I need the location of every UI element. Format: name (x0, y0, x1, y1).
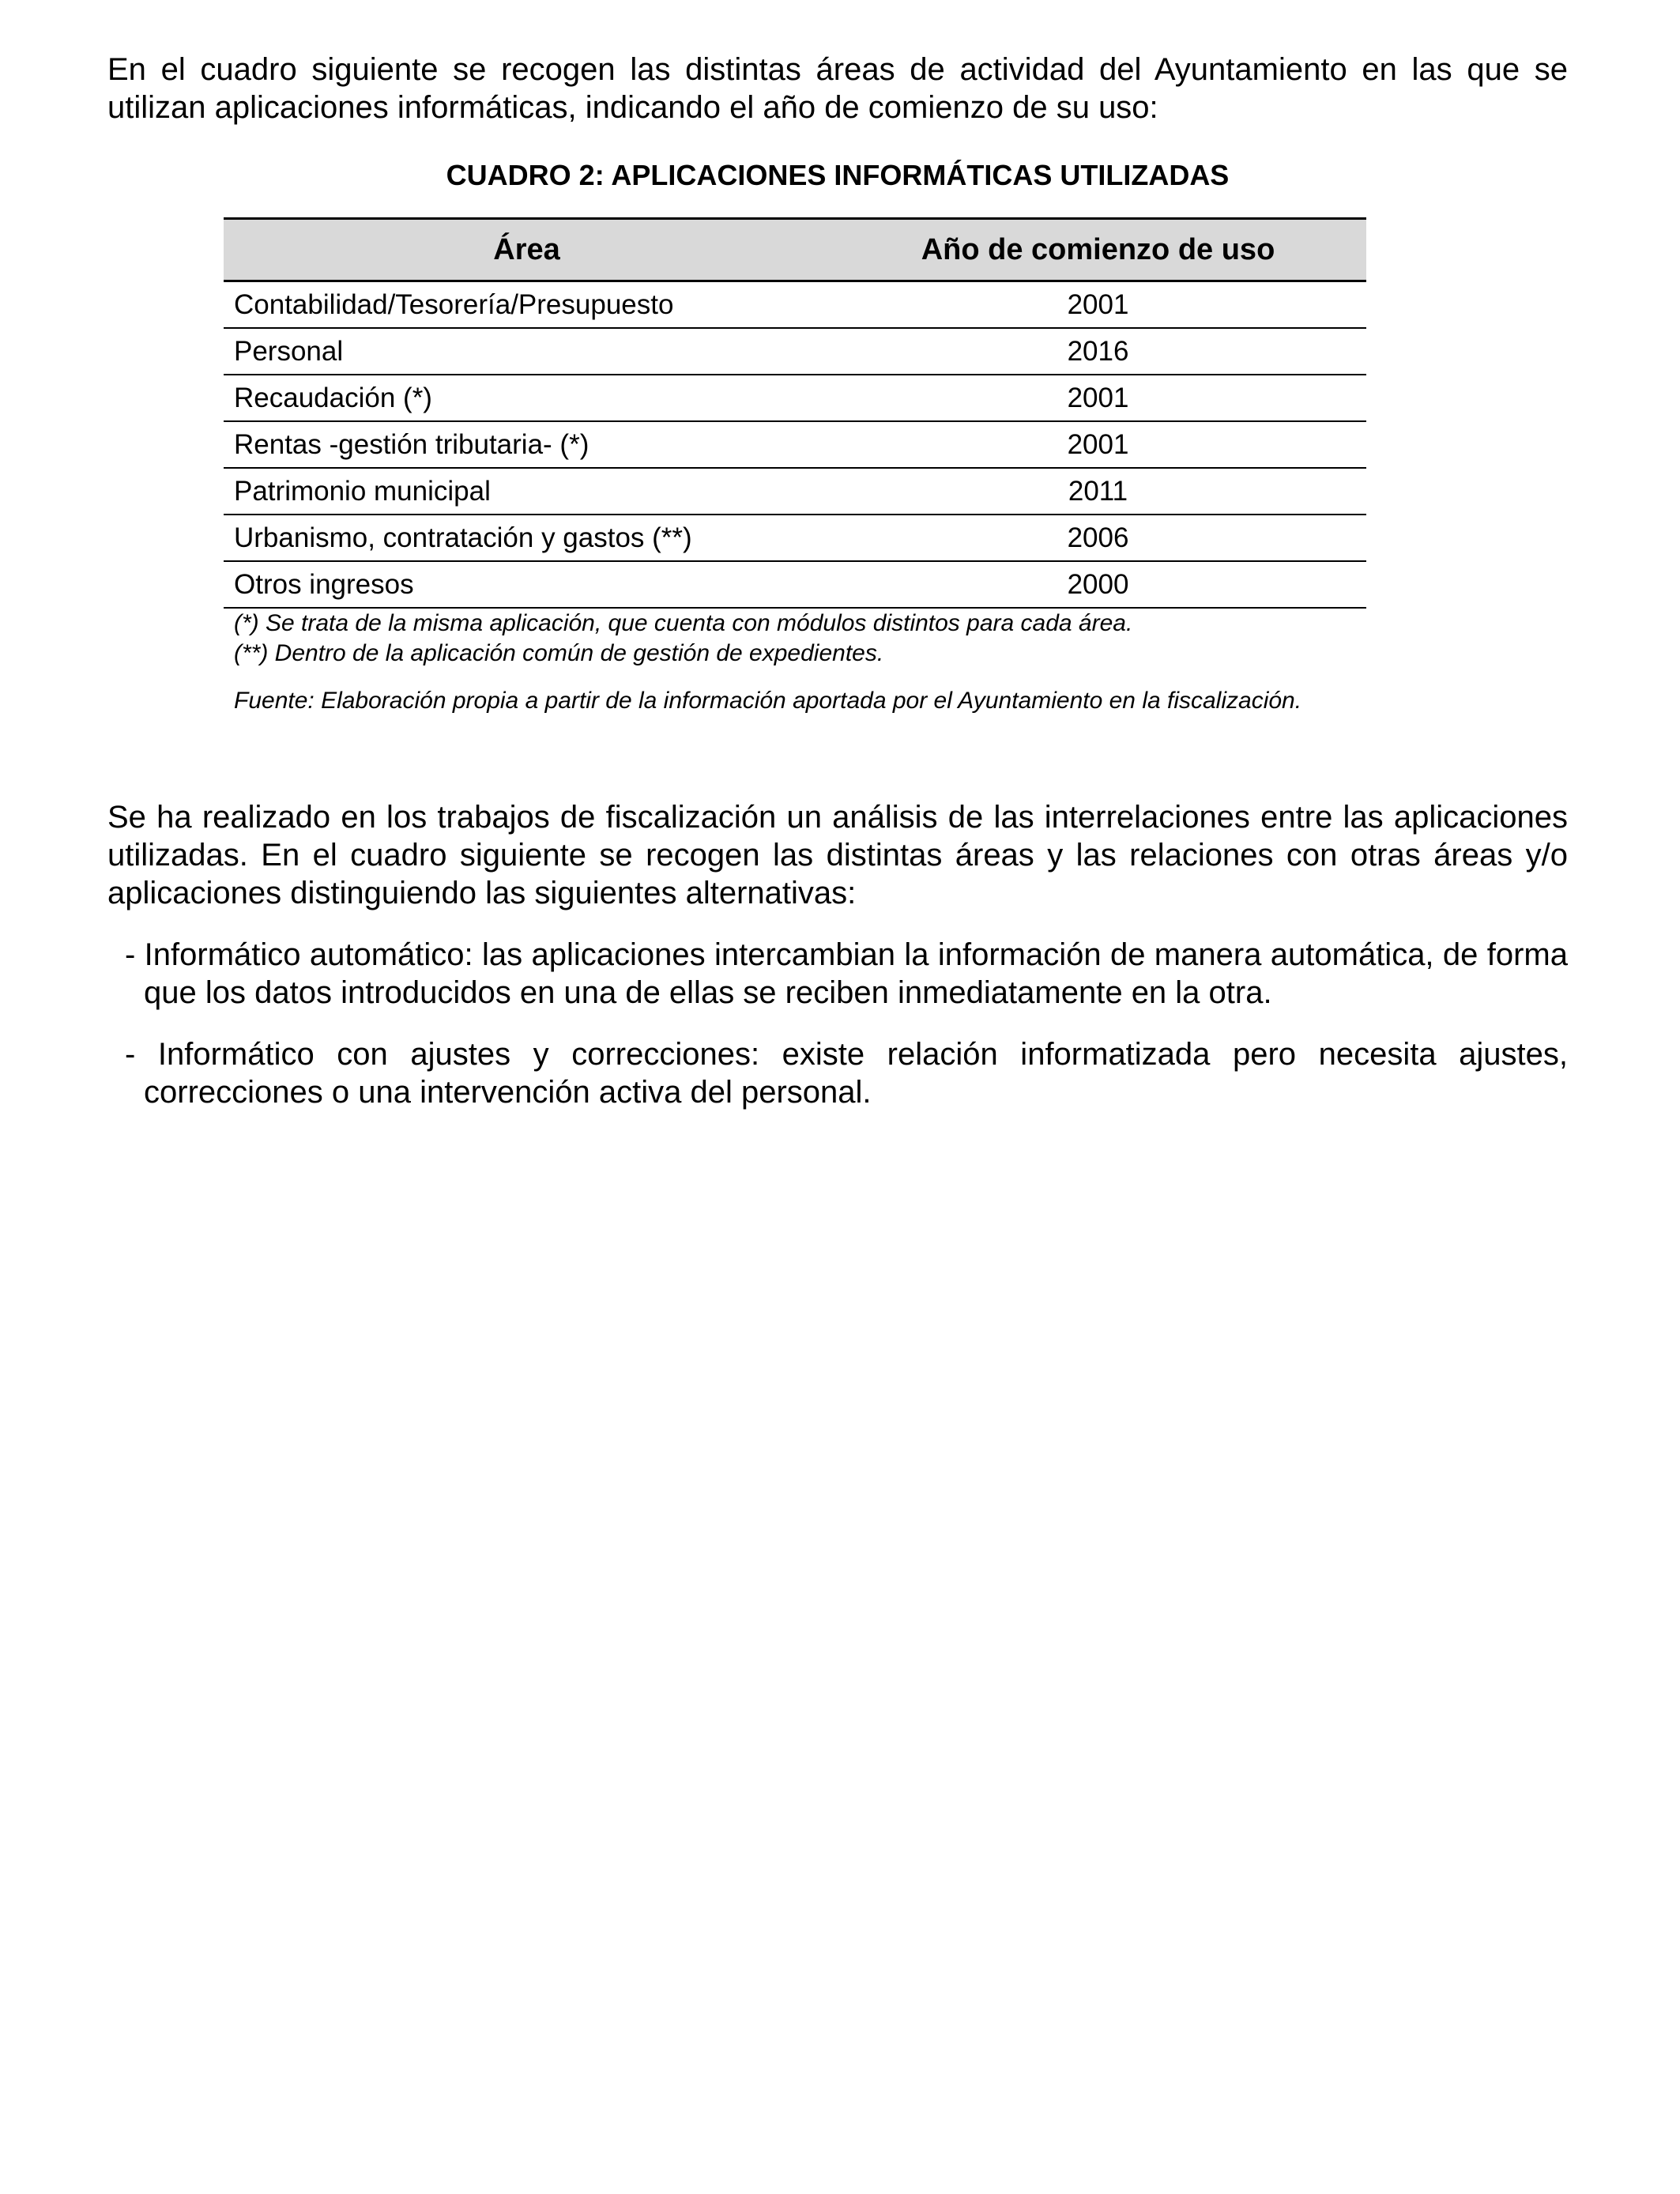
cell-year: 2011 (830, 468, 1366, 515)
table-row (224, 421, 1366, 468)
header-year: Año de comienzo de uso (830, 219, 1366, 281)
table-row (224, 515, 1366, 561)
cell-year: 2001 (830, 281, 1366, 329)
analysis-paragraph: Se ha realizado en los trabajos de fiscalización un análisis de las interrelaciones entre las aplicaciones utilizadas. En el cuadro siguiente se recogen las distintas áreas y las relaciones con otras áreas y/o aplicaciones distinguiendo las siguientes alternativas: (107, 800, 1568, 910)
cell-area: Recaudación (*) (224, 375, 830, 421)
table-row (224, 468, 1366, 515)
table-header-row (224, 219, 1366, 281)
table-row (224, 375, 1366, 421)
cell-year: 2016 (830, 328, 1366, 375)
alternative-item: - Informático con ajustes y correcciones: existe relación informatizada pero necesita ajustes, correcciones o una intervención activa del personal. (125, 1037, 1568, 1110)
intro-paragraph: En el cuadro siguiente se recogen las distintas áreas de actividad del Ayuntamiento en las que se utilizan aplicaciones informáticas, indicando el año de comienzo de su uso: (107, 52, 1568, 125)
table-source: Fuente: Elaboración propia a partir de la información aportada por el Ayuntamiento en la fiscalización. (234, 688, 1302, 714)
cell-year: 2001 (830, 421, 1366, 468)
table-container (224, 217, 1366, 716)
cell-area: Personal (224, 328, 830, 375)
alternative-item: - Informático automático: las aplicaciones intercambian la información de manera automática, de forma que los datos introducidos en una de ellas se reciben inmediatamente en la otra. (125, 937, 1568, 1010)
cell-year: 2001 (830, 375, 1366, 421)
header-area: Área (224, 219, 830, 281)
table-row (224, 281, 1366, 329)
cell-year: 2006 (830, 515, 1366, 561)
cell-area: Contabilidad/Tesorería/Presupuesto (224, 281, 830, 329)
applications-table (224, 217, 1366, 609)
table-row (224, 561, 1366, 608)
table-row (224, 328, 1366, 375)
table-title: CUADRO 2: APLICACIONES INFORMÁTICAS UTILIZADAS (446, 159, 1230, 191)
cell-year: 2000 (830, 561, 1366, 608)
cell-area: Patrimonio municipal (224, 468, 830, 515)
cell-area: Urbanismo, contratación y gastos (**) (224, 515, 830, 561)
cell-area: Rentas -gestión tributaria- (*) (224, 421, 830, 468)
cell-area: Otros ingresos (224, 561, 830, 608)
table-footnote: (*) Se trata de la misma aplicación, que cuenta con módulos distintos para cada área. (234, 610, 1133, 636)
table-footnote: (**) Dentro de la aplicación común de gestión de expedientes. (234, 640, 884, 666)
table-notes (224, 609, 1366, 716)
document-page (107, 47, 1568, 1111)
